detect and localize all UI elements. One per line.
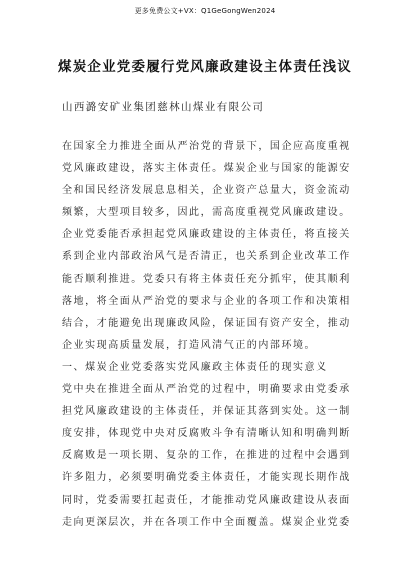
body-line: 党中央在推进全面从严治党的过程中，明确要求由党委承 bbox=[62, 384, 351, 396]
body-line: 系到企业内部政治风气是否清正，也关系到企业改革工作 bbox=[62, 251, 351, 263]
body-line: 企业党委能否承担起党风廉政建设的主体责任，将直接关 bbox=[62, 229, 351, 241]
top-banner: 更多免费公文+VX：Q1GeGongWen2024 bbox=[134, 7, 276, 15]
section-heading: 一、煤炭企业党委落实党风廉政主体责任的现实意义 bbox=[62, 361, 328, 373]
body-line: 党风廉政建设，落实主体责任。煤炭企业与国家的能源安 bbox=[62, 163, 351, 175]
body-line: 能否顺利推进。党委只有将主体责任充分抓牢，使其顺利 bbox=[62, 273, 351, 285]
body-line: 全和国民经济发展息息相关，企业资产总量大，资金流动 bbox=[62, 185, 351, 197]
body-line: 落地，将全面从严治党的要求与企业的各项工作和决策相 bbox=[62, 295, 351, 307]
body-line: 许多阻力，必须要明确党委主体责任，才能实现长期作战 bbox=[62, 472, 351, 484]
document-body bbox=[62, 136, 362, 534]
body-line: 企业实现高质量发展，打造风清气正的内部环境。 bbox=[62, 339, 317, 351]
body-line: 在国家全力推进全面从严治党的背景下，国企应高度重视 bbox=[62, 141, 351, 152]
body-line: 走向更深层次，并在各项工作中全面覆盖。煤炭企业党委 bbox=[62, 516, 351, 528]
body-line: 度安排，体现党中央对反腐败斗争有清晰认知和明确判断 bbox=[62, 428, 351, 440]
body-line: 频繁，大型项目较多，因此，需高度重视党风廉政建设。 bbox=[62, 207, 351, 219]
body-line: 同时，党委需要扛起责任，才能推动党风廉政建设从表面 bbox=[62, 494, 351, 506]
organization-name: 山西潞安矿业集团慈林山煤业有限公司 bbox=[62, 101, 265, 113]
body-line: 担党风廉政建设的主体责任，并保证其落到实处。这一制 bbox=[62, 406, 351, 418]
body-line: 结合，才能避免出现廉政风险，保证国有资产安全，推动 bbox=[62, 317, 351, 329]
document-title: 煤炭企业党委履行党风廉政建设主体责任浅议 bbox=[58, 59, 352, 75]
body-line: 反腐败是一项长期、复杂的工作，在推进的过程中会遇到 bbox=[62, 450, 351, 462]
